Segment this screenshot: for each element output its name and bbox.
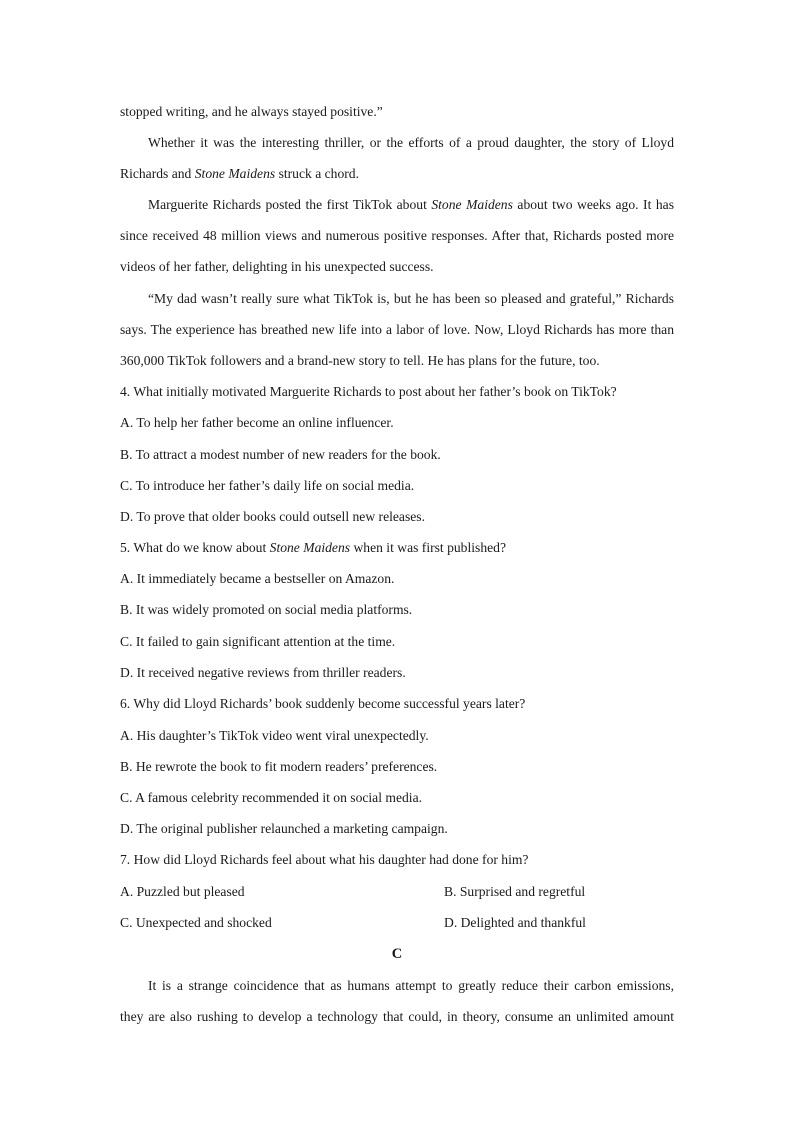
answer-option: B. He rewrote the book to fit modern readers’ preferences. bbox=[120, 759, 438, 774]
book-title: Stone Maidens bbox=[431, 197, 513, 212]
passage-b-line: Richards and Stone Maidens struck a chord. bbox=[120, 166, 359, 181]
passage-b-line: stopped writing, and he always stayed positive.” bbox=[120, 104, 383, 119]
answer-option: A. It immediately became a bestseller on Amazon. bbox=[120, 571, 395, 586]
answer-option: D. Delighted and thankful bbox=[444, 915, 586, 930]
answer-option: A. To help her father become an online influencer. bbox=[120, 415, 394, 430]
passage-b-line: Whether it was the interesting thriller, or the efforts of a proud daughter, the story of Lloyd bbox=[148, 135, 674, 150]
answer-option: D. The original publisher relaunched a marketing campaign. bbox=[120, 821, 448, 836]
answer-option: C. A famous celebrity recommended it on social media. bbox=[120, 790, 423, 805]
book-title: Stone Maidens bbox=[194, 166, 276, 181]
passage-b-line: videos of her father, delighting in his unexpected success. bbox=[120, 259, 434, 274]
passage-b-line: “My dad wasn’t really sure what TikTok is, but he has been so pleased and grateful,” Richards bbox=[148, 291, 674, 306]
answer-option: D. It received negative reviews from thriller readers. bbox=[120, 665, 406, 680]
passage-c-line: they are also rushing to develop a technology that could, in theory, consume an unlimited amount bbox=[120, 1009, 674, 1024]
answer-option: B. Surprised and regretful bbox=[444, 884, 586, 899]
answer-option: B. To attract a modest number of new readers for the book. bbox=[120, 447, 441, 462]
passage-b-line: since received 48 million views and numerous positive responses. After that, Richards posted more bbox=[120, 228, 674, 243]
passage-b-line: 360,000 TikTok followers and a brand-new story to tell. He has plans for the future, too. bbox=[120, 353, 600, 368]
answer-option: C. It failed to gain significant attention at the time. bbox=[120, 634, 396, 649]
question-stem: 7. How did Lloyd Richards feel about what his daughter had done for him? bbox=[120, 852, 529, 867]
question-stem: 6. Why did Lloyd Richards’ book suddenly become successful years later? bbox=[120, 696, 526, 711]
passage-c-line: It is a strange coincidence that as humans attempt to greatly reduce their carbon emissions, bbox=[148, 978, 674, 993]
answer-option: D. To prove that older books could outsell new releases. bbox=[120, 509, 425, 524]
section-heading: C bbox=[391, 946, 403, 962]
book-title: Stone Maidens bbox=[269, 540, 351, 555]
passage-b-line: says. The experience has breathed new life into a labor of love. Now, Lloyd Richards has more than bbox=[120, 322, 674, 337]
question-stem: 5. What do we know about Stone Maidens when it was first published? bbox=[120, 540, 506, 555]
answer-option: A. His daughter’s TikTok video went viral unexpectedly. bbox=[120, 728, 429, 743]
passage-b-line: Marguerite Richards posted the first TikTok about Stone Maidens about two weeks ago. It has bbox=[148, 197, 674, 212]
answer-option: B. It was widely promoted on social media platforms. bbox=[120, 602, 413, 617]
answer-option: A. Puzzled but pleased bbox=[120, 884, 245, 899]
answer-option: C. To introduce her father’s daily life on social media. bbox=[120, 478, 415, 493]
answer-option: C. Unexpected and shocked bbox=[120, 915, 272, 930]
question-stem: 4. What initially motivated Marguerite Richards to post about her father’s book on TikTok? bbox=[120, 384, 617, 399]
